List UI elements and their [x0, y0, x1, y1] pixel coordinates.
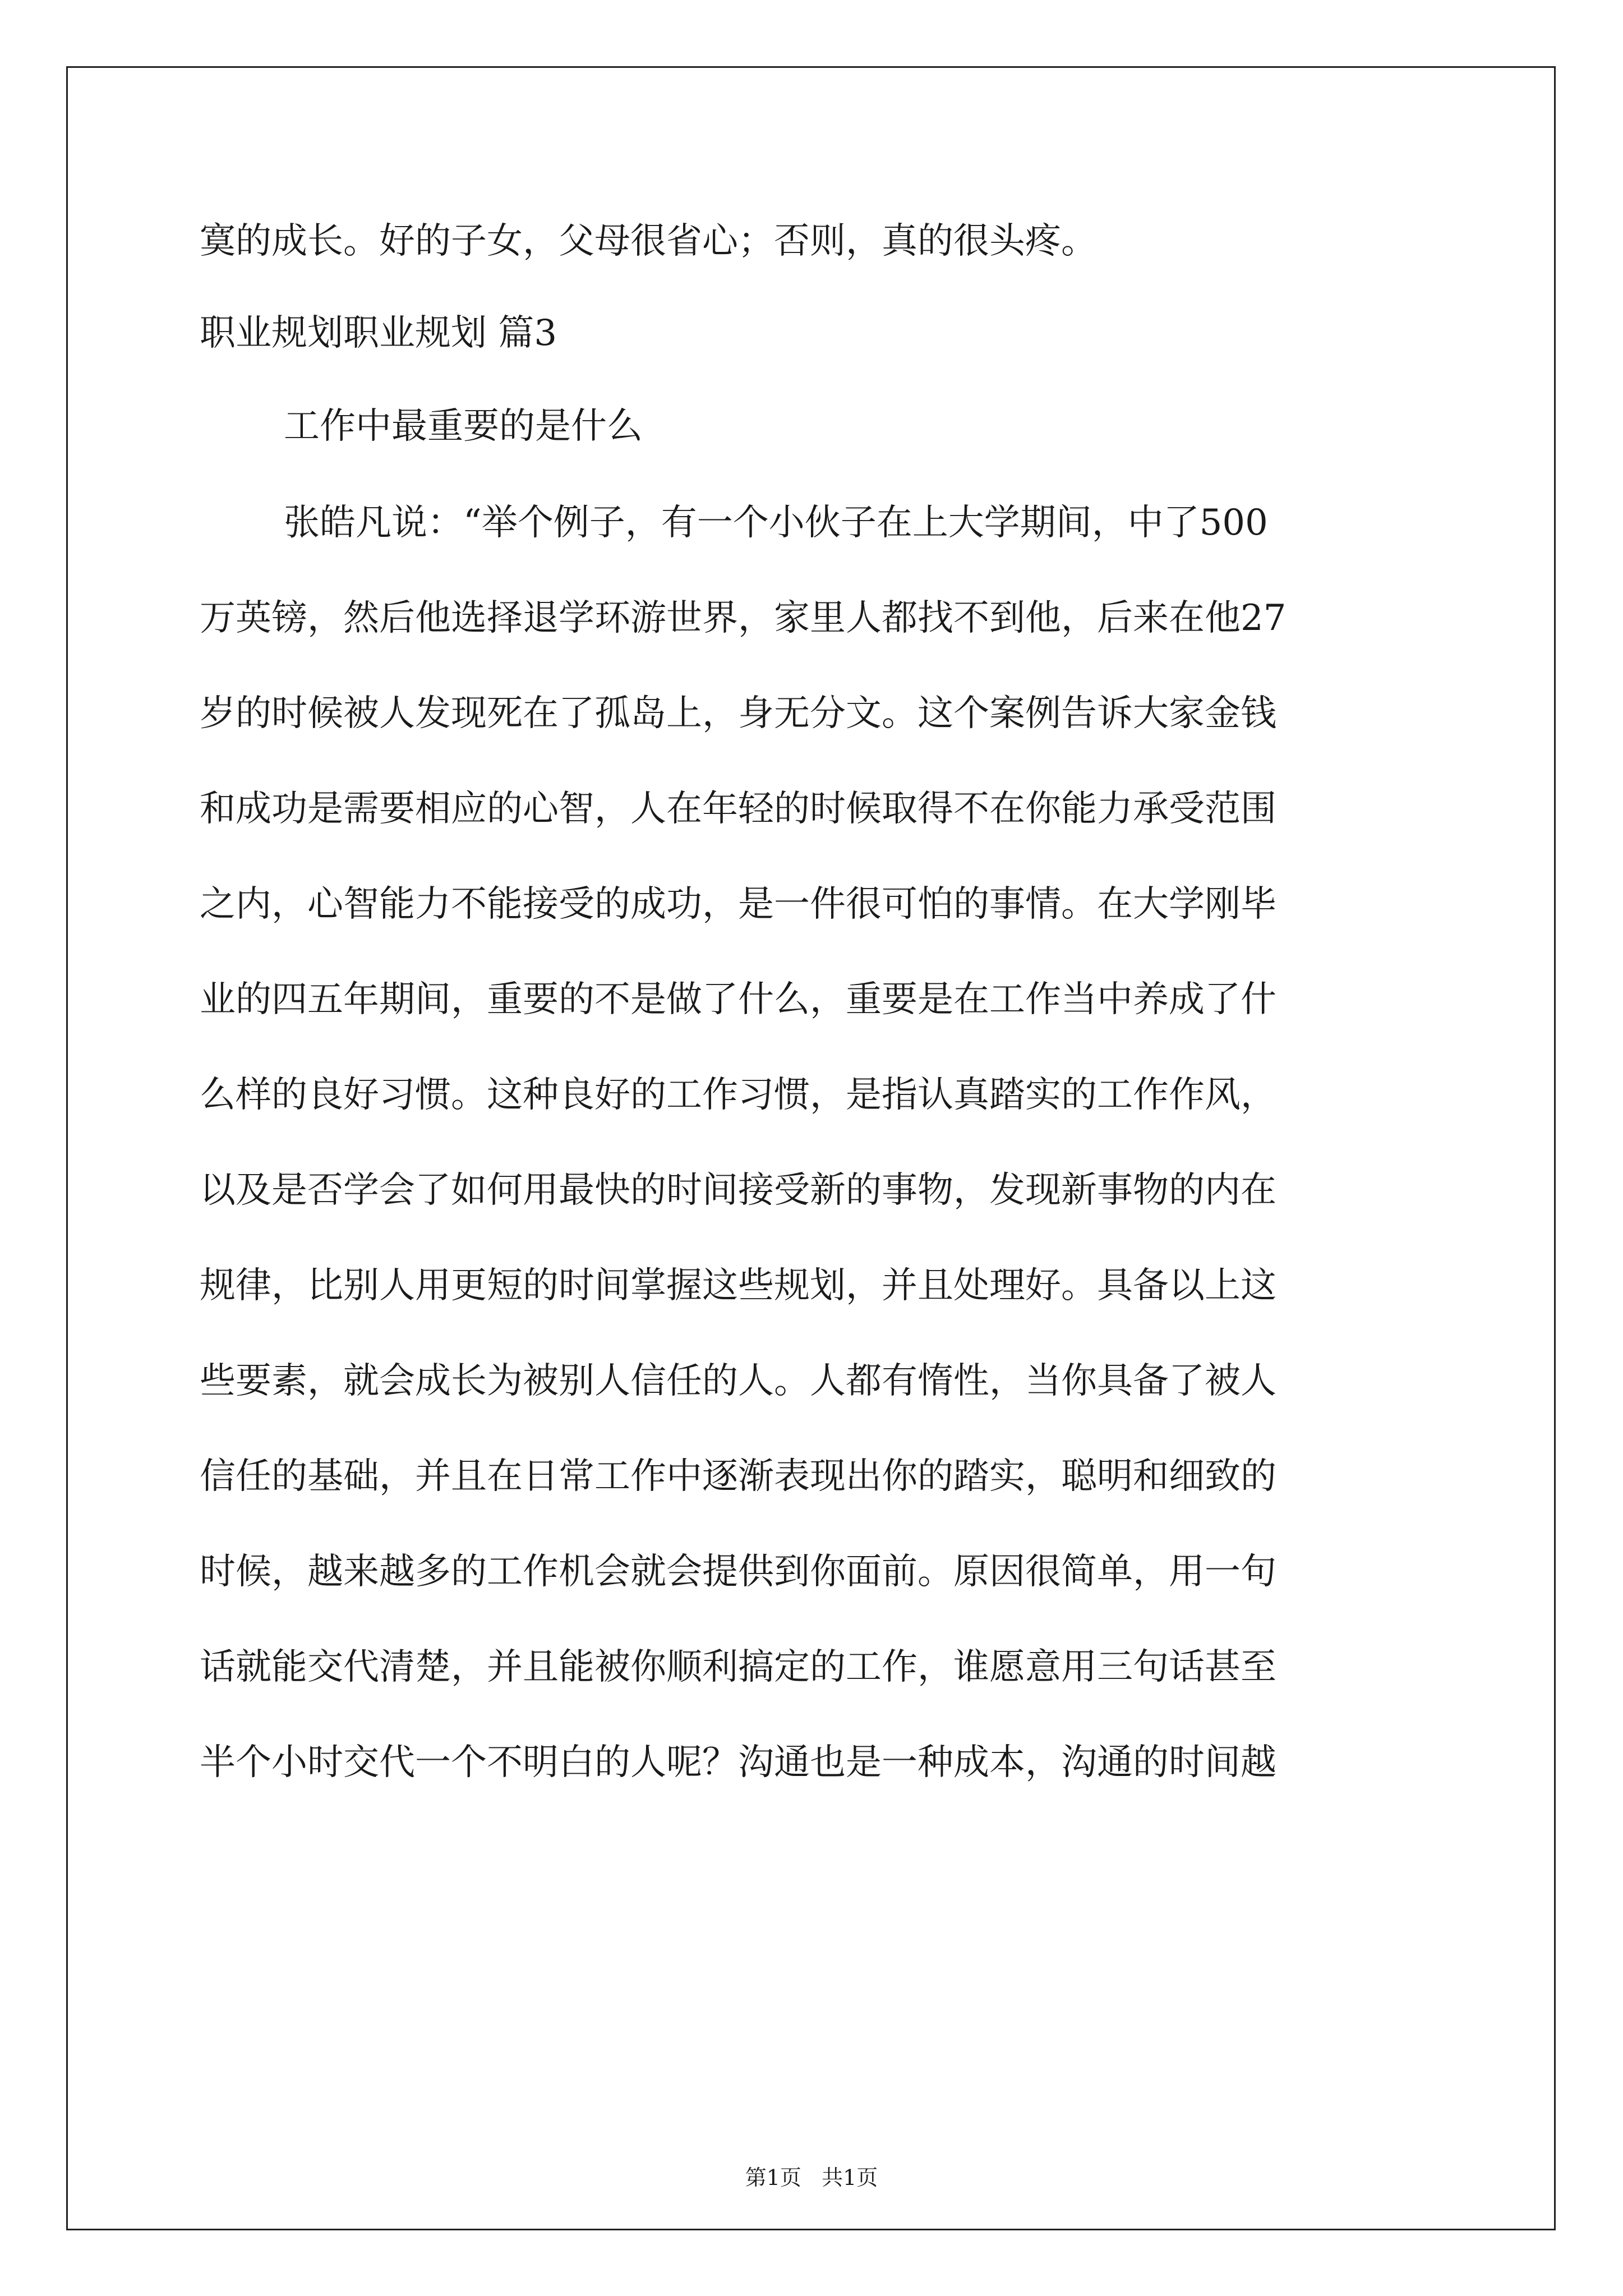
paragraph-line: 半个小时交代一个不明白的人呢？沟通也是一种成本，沟通的时间越 [200, 1742, 1276, 1783]
paragraph-line: 规律，比别人用更短的时间掌握这些规划，并且处理好。具备以上这 [200, 1265, 1276, 1306]
paragraph-line: 以及是否学会了如何用最快的时间接受新的事物，发现新事物的内在 [200, 1170, 1276, 1211]
paragraph-line: 么样的良好习惯。这种良好的工作习惯，是指认真踏实的工作作风， [200, 1074, 1276, 1116]
paragraph-line: 些要素，就会成长为被别人信任的人。人都有惰性，当你具备了被人 [200, 1360, 1276, 1402]
paragraph-line: 和成功是需要相应的心智，人在年轻的时候取得不在你能力承受范围 [200, 788, 1276, 830]
page-number-footer: 第1页 共1页 [745, 2165, 878, 2190]
paragraph-continuation-line: 寞的成长。好的子女，父母很省心；否则，真的很头疼。 [200, 220, 1097, 262]
paragraph-line: 之内，心智能力不能接受的成功，是一件很可怕的事情。在大学刚毕 [200, 884, 1276, 925]
paragraph-line: 万英镑，然后他选择退学环游世界，家里人都找不到他，后来在他27 [200, 597, 1287, 639]
paragraph-line: 信任的基础，并且在日常工作中逐渐表现出你的踏实，聪明和细致的 [200, 1456, 1276, 1497]
subheading: 工作中最重要的是什么 [284, 406, 643, 447]
paragraph-line: 时候，越来越多的工作机会就会提供到你面前。原因很简单，用一句 [200, 1551, 1276, 1593]
section-heading: 职业规划职业规划 篇3 [200, 312, 557, 354]
paragraph-line: 业的四五年期间，重要的不是做了什么，重要是在工作当中养成了什 [200, 979, 1276, 1020]
paragraph-line: 岁的时候被人发现死在了孤岛上，身无分文。这个案例告诉大家金钱 [200, 693, 1276, 734]
paragraph-line: 话就能交代清楚，并且能被你顺利搞定的工作，谁愿意用三句话甚至 [200, 1646, 1276, 1688]
paragraph-line: 张皓凡说：“举个例子，有一个小伙子在上大学期间，中了500 [284, 502, 1268, 544]
page-border [66, 66, 1556, 2230]
